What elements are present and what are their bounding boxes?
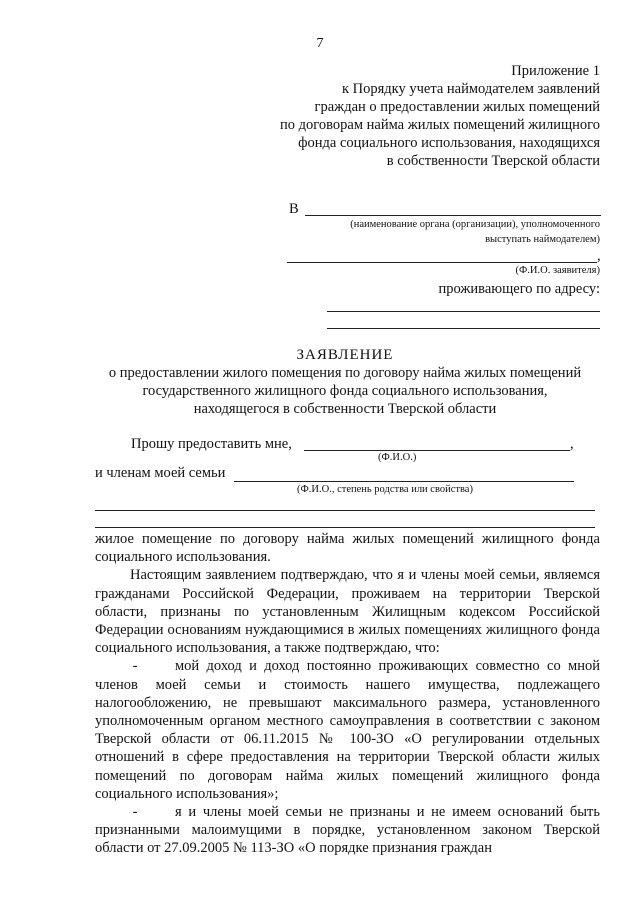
applicant-fio-line xyxy=(287,262,597,263)
appendix-line: граждан о предоставлении жилых помещений xyxy=(314,99,600,115)
document-subtitle xyxy=(0,364,640,418)
paragraph: жилое помещение по договору найма жилых помещений жилищного фонда социального использования. xyxy=(95,531,600,566)
family-label: и членам моей семьи xyxy=(95,465,226,481)
address-line-2 xyxy=(327,328,600,329)
appendix-line: Приложение 1 xyxy=(511,63,600,79)
appendix-line: фонда социального использования, находящихся xyxy=(298,135,600,151)
list-item xyxy=(95,803,600,858)
requester-fio-line xyxy=(304,450,570,451)
request-label: Прошу предоставить мне, xyxy=(131,436,292,452)
appendix-header xyxy=(280,62,600,170)
applicant-comma: , xyxy=(597,248,601,264)
dash-marker: - xyxy=(132,658,138,675)
family-line xyxy=(234,481,574,482)
organization-hint-2: выступать наймодателем) xyxy=(485,234,600,245)
document-title: ЗАЯВЛЕНИЕ xyxy=(296,347,394,363)
residing-label: проживающего по адресу: xyxy=(438,281,600,297)
list-item-text: мой доход и доход постоянно проживающих совместно со мной членов моей семьи и стоимость нашего имущества, подлежащего налогообложению, не превышают максимального размера, установленного уполномоченным органом местного самоуправления в соответствии с законом Тверской области от 06.11.2015 № 100-ЗО «О регулировании отдельных отношений в сфере предоставления на территории Тверской области жилых помещений по договорам найма жилых помещений жилищного фонда социального использования»; xyxy=(95,658,600,802)
to-label: В xyxy=(289,201,299,217)
appendix-line: по договорам найма жилых помещений жилищного xyxy=(280,117,600,133)
organization-line xyxy=(305,215,601,216)
organization-hint: (наименование органа (организации), уполномоченного xyxy=(350,219,600,230)
page-number: 7 xyxy=(316,36,324,51)
subtitle-line: о предоставлении жилого помещения по договору найма жилых помещений xyxy=(108,365,582,381)
list-item-text: я и члены моей семьи не признаны и не имеем оснований быть признанными малоимущими в порядке, установленном законом Тверской области от 27.09.2005 № 113-ЗО «О порядке признания граждан xyxy=(95,804,600,857)
body-text xyxy=(95,530,600,858)
list-item xyxy=(95,657,600,803)
applicant-fio-hint: (Ф.И.О. заявителя) xyxy=(515,265,600,276)
family-line-2 xyxy=(95,510,595,511)
request-comma: , xyxy=(570,436,574,452)
family-line-3 xyxy=(95,527,595,528)
appendix-line: в собственности Тверской области xyxy=(386,153,600,169)
requester-fio-hint: (Ф.И.О.) xyxy=(378,452,417,463)
appendix-line: к Порядку учета наймодателем заявлений xyxy=(341,81,600,97)
subtitle-line: государственного жилищного фонда социального использования, xyxy=(142,383,548,399)
paragraph: Настоящим заявлением подтверждаю, что я и члены моей семьи, являемся гражданами Российской Федерации, проживаем на территории Тверской области, признаны по установленным Жилищным кодексом Российской Федерации основаниям нуждающимися в жилых помещениях жилищного фонда социального использования, а также подтверждаю, что: xyxy=(95,567,600,657)
dash-marker: - xyxy=(132,804,138,821)
address-line-1 xyxy=(327,311,600,312)
family-hint: (Ф.И.О., степень родства или свойства) xyxy=(297,484,473,495)
subtitle-line: находящегося в собственности Тверской области xyxy=(193,401,497,417)
